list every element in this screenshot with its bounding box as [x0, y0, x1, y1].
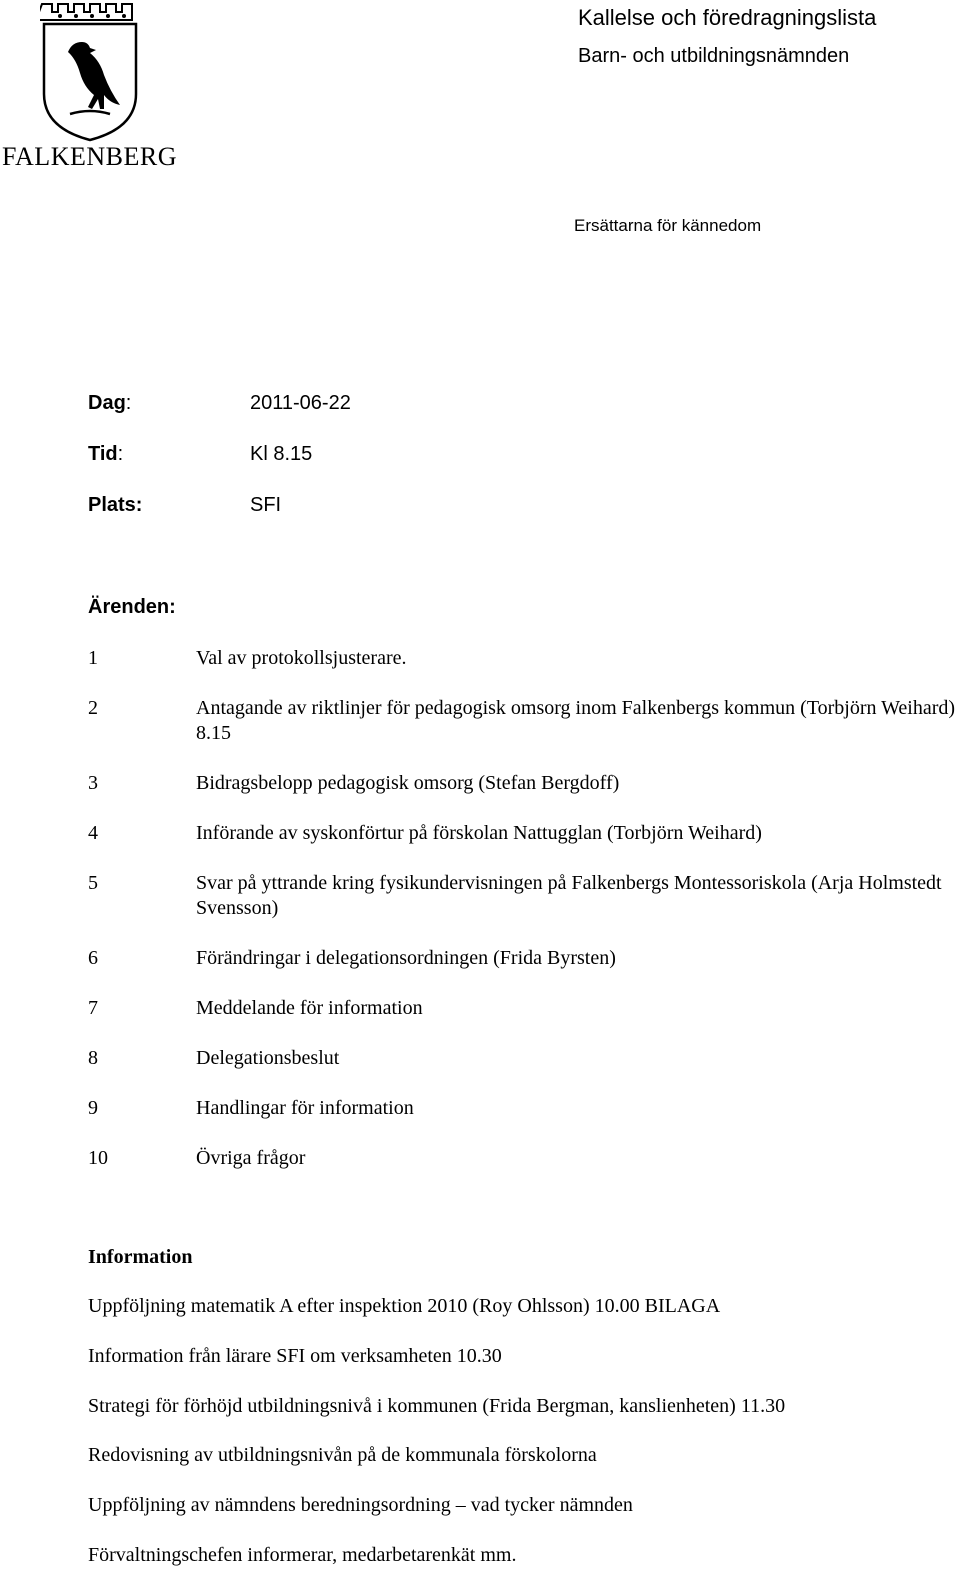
day-label: Dag	[88, 392, 126, 414]
information-item: Uppföljning av nämndens beredningsordning – vad tycker nämnden	[88, 1494, 633, 1516]
agenda-item-number: 9	[88, 1097, 98, 1119]
agenda-item-number: 4	[88, 822, 98, 844]
committee-name: Barn- och utbildningsnämnden	[578, 45, 850, 67]
agenda-item-text: Meddelande för information	[196, 997, 423, 1019]
time-value: Kl 8.15	[250, 443, 313, 465]
time-colon: :	[117, 443, 124, 465]
agenda-item-number: 10	[88, 1147, 108, 1169]
agenda-item-number: 2	[88, 697, 98, 719]
information-item: Information från lärare SFI om verksamheten 10.30	[88, 1345, 502, 1367]
agenda-item-text: Handlingar för information	[196, 1097, 414, 1119]
agenda-item-number: 8	[88, 1047, 98, 1069]
day-value: 2011-06-22	[250, 392, 351, 414]
day-colon: :	[125, 392, 132, 414]
agenda-item-number: 6	[88, 947, 98, 969]
agenda-item-text: Svar på yttrande kring fysikundervisningen på Falkenbergs Montessoriskola (Arja Holmstedt Svensson)	[196, 872, 942, 919]
time-label: Tid	[88, 443, 118, 465]
information-item: Förvaltningschefen informerar, medarbetarenkät mm.	[88, 1544, 517, 1566]
document-title: Kallelse och föredragningslista	[578, 5, 877, 30]
information-item: Uppföljning matematik A efter inspektion 2010 (Roy Ohlsson) 10.00 BILAGA	[88, 1295, 721, 1317]
information-item: Strategi för förhöjd utbildningsnivå i kommunen (Frida Bergman, kanslienheten) 11.30	[88, 1395, 786, 1417]
place-value: SFI	[250, 494, 282, 516]
agenda-item-text: Införande av syskonförtur på förskolan Nattugglan (Torbjörn Weihard)	[196, 822, 762, 844]
agenda-heading: Ärenden:	[88, 596, 176, 618]
logo-wordmark: FALKENBERG	[2, 142, 177, 171]
place-label: Plats:	[88, 494, 143, 516]
falkenberg-logo	[2, 2, 178, 180]
agenda-item-text: Övriga frågor	[196, 1147, 306, 1169]
deputies-note: Ersättarna för kännedom	[574, 216, 762, 235]
information-heading: Information	[88, 1246, 193, 1268]
agenda-item-number: 3	[88, 772, 98, 794]
agenda-item-text: Förändringar i delegationsordningen (Frida Byrsten)	[196, 947, 616, 969]
agenda-item-text: Antagande av riktlinjer för pedagogisk omsorg inom Falkenbergs kommun (Torbjörn Weihard) 8.15	[196, 697, 956, 744]
agenda-item-text: Delegationsbeslut	[196, 1047, 340, 1069]
agenda-item-number: 1	[88, 647, 98, 669]
information-item: Redovisning av utbildningsnivån på de kommunala förskolorna	[88, 1444, 597, 1466]
agenda-item-number: 5	[88, 872, 98, 894]
coat-of-arms-icon	[40, 2, 140, 142]
agenda-item-text: Val av protokollsjusterare.	[196, 647, 407, 669]
agenda-item-number: 7	[88, 997, 98, 1019]
agenda-item-text: Bidragsbelopp pedagogisk omsorg (Stefan Bergdoff)	[196, 772, 620, 794]
